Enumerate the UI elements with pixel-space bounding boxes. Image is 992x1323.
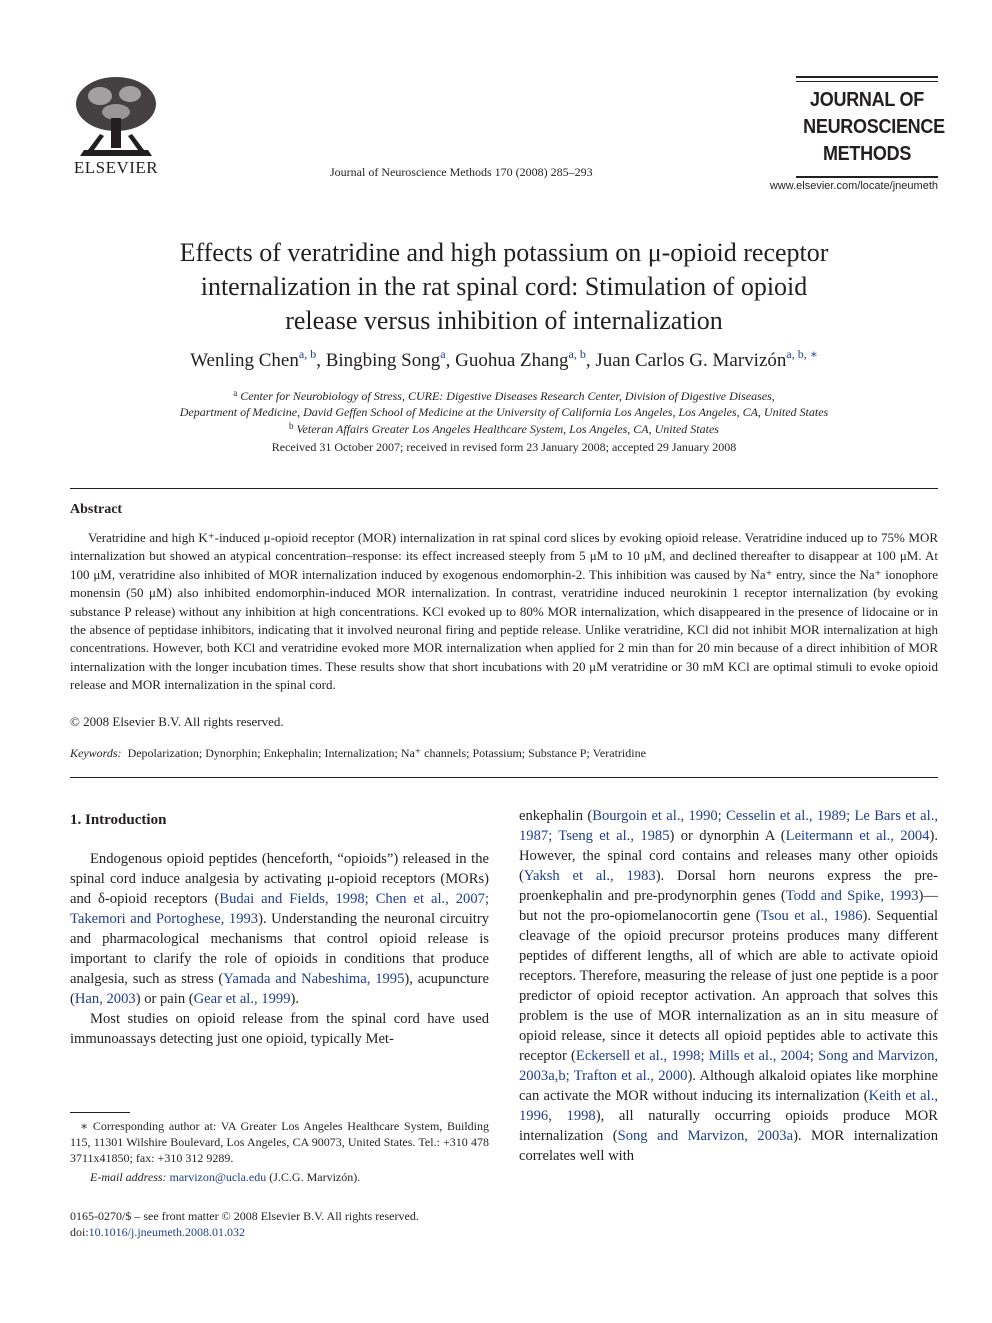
journal-name-line-3: METHODS xyxy=(822,143,912,165)
abstract-body: Veratridine and high K⁺-induced μ-opioid receptor (MOR) internalization in rat spinal cord slices by evoking opioid release. Veratridine induced up to 75% MOR internalization but showed an atypical concentration–response: its effect increased steeply from 5 μM to 10 μM, and declined thereafter to disappear at 100 μM. At 100 μM, veratridine also inhibited of MOR internalization induced by exogenous endomorphin-2. This inhibition was caused by Na⁺ entry, since the Na⁺ ionophore monensin (50 μM) also inhibited endomorphin-induced MOR internalization. In contrast, veratridine induced neurokinin 1 receptor internalization (by evoking substance P release) without any inhibition at high concentrations. KCl evoked up to 80% MOR internalization, which disappeared in the presence of lidocaine or in the absence of peptidase inhibitors, indicating that it involved neuronal firing and peptide release. Unlike veratridine, KCl did not inhibit MOR internalization at high concentrations. However, both KCl and veratridine evoked more MOR internalization when applied for 2 min than for 20 min because of a direct inhibition of MOR internalization with the longer incubation times. These results show that short incubations with 20 μM veratridine or 30 mM KCl are optimal stimuli to evoke opioid release and MOR internalization in the spinal cord. xyxy=(70,530,938,693)
paragraph-text: ). Sequential cleavage of the opioid precursor proteins produces many different peptides of different lengths, all of which are able to activate opioid receptors. Therefore, measuring the release of just one peptide is a poor predictor of opioid receptor activation. An approach that solves this problem is the use of MOR internalization as an in situ measure of opioid release, since it detects all opioid peptides able to activate this receptor ( xyxy=(519,908,939,1064)
citation-link[interactable]: Yaksh et al., 1983 xyxy=(523,868,656,884)
author-affiliation-link[interactable]: a xyxy=(440,347,446,361)
email-label: E-mail address: xyxy=(90,1170,167,1184)
paragraph-text: ). Although alkaloid opiates like morphine can activate the MOR without inducing its internalization ( xyxy=(519,1068,938,1104)
paragraph-text: ). Dorsal horn neurons express the pre-proenkephalin and pre-prodynorphin genes ( xyxy=(519,868,938,904)
citation-link[interactable]: Song and Marvizon, 2003a xyxy=(617,1128,794,1144)
journal-citation: Journal of Neuroscience Methods 170 (2008) 285–293 xyxy=(330,165,593,179)
affiliation-a-line-1: Center for Neurobiology of Stress, CURE: Digestive Diseases Research Center, Division of Digestive Diseases, xyxy=(240,389,775,403)
title-line-3: release versus inhibition of internalization xyxy=(285,306,723,335)
intro-paragraph-continued xyxy=(519,806,938,1166)
email-link[interactable]: marvizon@ucla.edu xyxy=(169,1170,267,1184)
author-name: Guohua Zhang xyxy=(455,350,569,371)
citation-link[interactable]: Han, 2003 xyxy=(74,991,136,1007)
title-line-2: internalization in the rat spinal cord: Stimulation of opioid xyxy=(200,272,808,301)
keywords-list: Depolarization; Dynorphin; Enkephalin; Internalization; Na⁺ channels; Potassium; Substance P; Veratridine xyxy=(127,746,646,760)
footnote-rule xyxy=(70,1112,130,1113)
right-column xyxy=(519,806,938,1166)
author-affiliation-link[interactable]: a, b xyxy=(298,347,317,361)
author-affiliation-link[interactable]: a, b xyxy=(568,347,586,361)
paragraph-text: ). xyxy=(290,991,300,1007)
keywords xyxy=(70,746,938,761)
email-line xyxy=(90,1170,360,1185)
publisher-name: ELSEVIER xyxy=(73,158,159,177)
section-heading: 1. Introduction xyxy=(70,812,167,828)
affiliation-b-line: Veteran Affairs Greater Los Angeles Healthcare System, Los Angeles, CA, United States xyxy=(296,422,719,436)
author-name: Juan Carlos G. Marvizón xyxy=(595,350,787,371)
affiliation-mark-b: b xyxy=(289,421,294,431)
citation-link[interactable]: Gear et al., 1999 xyxy=(193,991,291,1007)
affiliation-a xyxy=(70,385,938,420)
received-dates: Received 31 October 2007; received in revised form 23 January 2008; accepted 29 January 2008 xyxy=(271,440,737,454)
paragraph-text: ). Understanding the neuronal circuitry and pharmacological mechanisms that control opioid release is important to clarify the role of opioids in conditions that produce analgesia, such as stress ( xyxy=(70,911,489,987)
divider-bottom xyxy=(70,777,938,778)
affiliation-b xyxy=(70,418,938,437)
citation-link[interactable]: Leitermann et al., 2004 xyxy=(785,828,930,844)
author-separator: , xyxy=(316,350,326,371)
paragraph-text: Endogenous opioid peptides (henceforth, “opioids”) released in the spinal cord induce analgesia by activating μ-opioid receptors (MORs) and δ-opioid receptors ( xyxy=(70,851,489,907)
citation-link[interactable]: Todd and Spike, 1993 xyxy=(785,888,919,904)
doi-label: doi: xyxy=(70,1225,89,1239)
paragraph-text: Most studies on opioid release from the spinal cord have used immunoassays detecting just one opioid, typically Met- xyxy=(70,1011,489,1047)
paragraph-text: ) or dynorphin A ( xyxy=(669,828,786,844)
citation-link[interactable]: Budai and Fields, 1998; Chen et al., 2007; Takemori and Portoghese, 1993 xyxy=(70,891,490,927)
author-list xyxy=(70,347,938,372)
author-affiliation-link[interactable]: a, b, ∗ xyxy=(786,347,818,361)
doi-link[interactable]: 10.1016/j.jneumeth.2008.01.032 xyxy=(88,1225,245,1239)
journal-name-line-2: NEUROSCIENCE xyxy=(803,116,945,138)
journal-name-line-1: JOURNAL OF xyxy=(810,89,924,111)
citation-link[interactable]: Tsou et al., 1986 xyxy=(760,908,863,924)
issn-line: 0165-0270/$ – see front matter © 2008 Elsevier B.V. All rights reserved. xyxy=(70,1209,419,1223)
author-name: Bingbing Song xyxy=(325,350,441,371)
abstract-heading: Abstract xyxy=(70,502,123,517)
author-separator: , xyxy=(445,350,456,371)
paragraph-text: ). However, the spinal cord contains and releases many other opioids ( xyxy=(519,828,938,884)
affiliation-a-line-2: Department of Medicine, David Geffen School of Medicine at the University of California Los Angeles, Los Angeles, CA, United States xyxy=(179,405,829,419)
title-line-1: Effects of veratridine and high potassium on μ-opioid receptor xyxy=(179,238,829,267)
corresponding-author-text: ∗ Corresponding author at: VA Greater Los Angeles Healthcare System, Building 115, 11301 Wilshire Boulevard, Los Angeles, CA 90073, United States. Tel.: +310 478 3711x41850; fax: +310 312 9289. xyxy=(70,1119,489,1165)
paragraph-text: ), all naturally occurring opioids produce MOR internalization ( xyxy=(519,1108,938,1144)
corresponding-author-footnote xyxy=(70,1118,489,1166)
issn-block xyxy=(70,1208,419,1240)
author-separator: , xyxy=(585,350,596,371)
citation-link[interactable]: Eckersell et al., 1998; Mills et al., 2004; Song and Marvizon, 2003a,b; Trafton et al., 2000 xyxy=(519,1048,939,1084)
left-column xyxy=(70,806,489,1049)
keywords-label: Keywords: xyxy=(70,746,122,760)
paragraph-text: ). MOR internalization correlates well with xyxy=(519,1128,938,1164)
email-suffix: (J.C.G. Marvizón). xyxy=(266,1170,361,1184)
journal-name xyxy=(803,78,945,168)
intro-paragraph-2 xyxy=(70,1009,489,1049)
journal-logo-box xyxy=(796,76,945,178)
citation-link[interactable]: Bourgoin et al., 1990; Cesselin et al., 1989; Le Bars et al., 1987; Tseng et al., 1985 xyxy=(519,808,938,844)
affiliation-mark-a: a xyxy=(233,388,238,398)
citation-link[interactable]: Keith et al., 1996, 1998 xyxy=(519,1088,938,1124)
journal-url-link[interactable]: www.elsevier.com/locate/jneumeth xyxy=(769,180,938,192)
paragraph-text: )—but not the pro-opiomelanocortin gene ( xyxy=(519,888,938,924)
abstract-copyright: © 2008 Elsevier B.V. All rights reserved. xyxy=(70,714,284,729)
intro-paragraph-1 xyxy=(70,849,489,1009)
paragraph-text: ), acupuncture ( xyxy=(70,971,489,1007)
author-name: Wenling Chen xyxy=(190,350,299,371)
paragraph-text: ) or pain ( xyxy=(135,991,194,1007)
paragraph-text: enkephalin ( xyxy=(519,808,593,824)
divider-top xyxy=(70,488,938,489)
article-title xyxy=(100,236,908,338)
citation-link[interactable]: Yamada and Nabeshima, 1995 xyxy=(223,971,405,987)
